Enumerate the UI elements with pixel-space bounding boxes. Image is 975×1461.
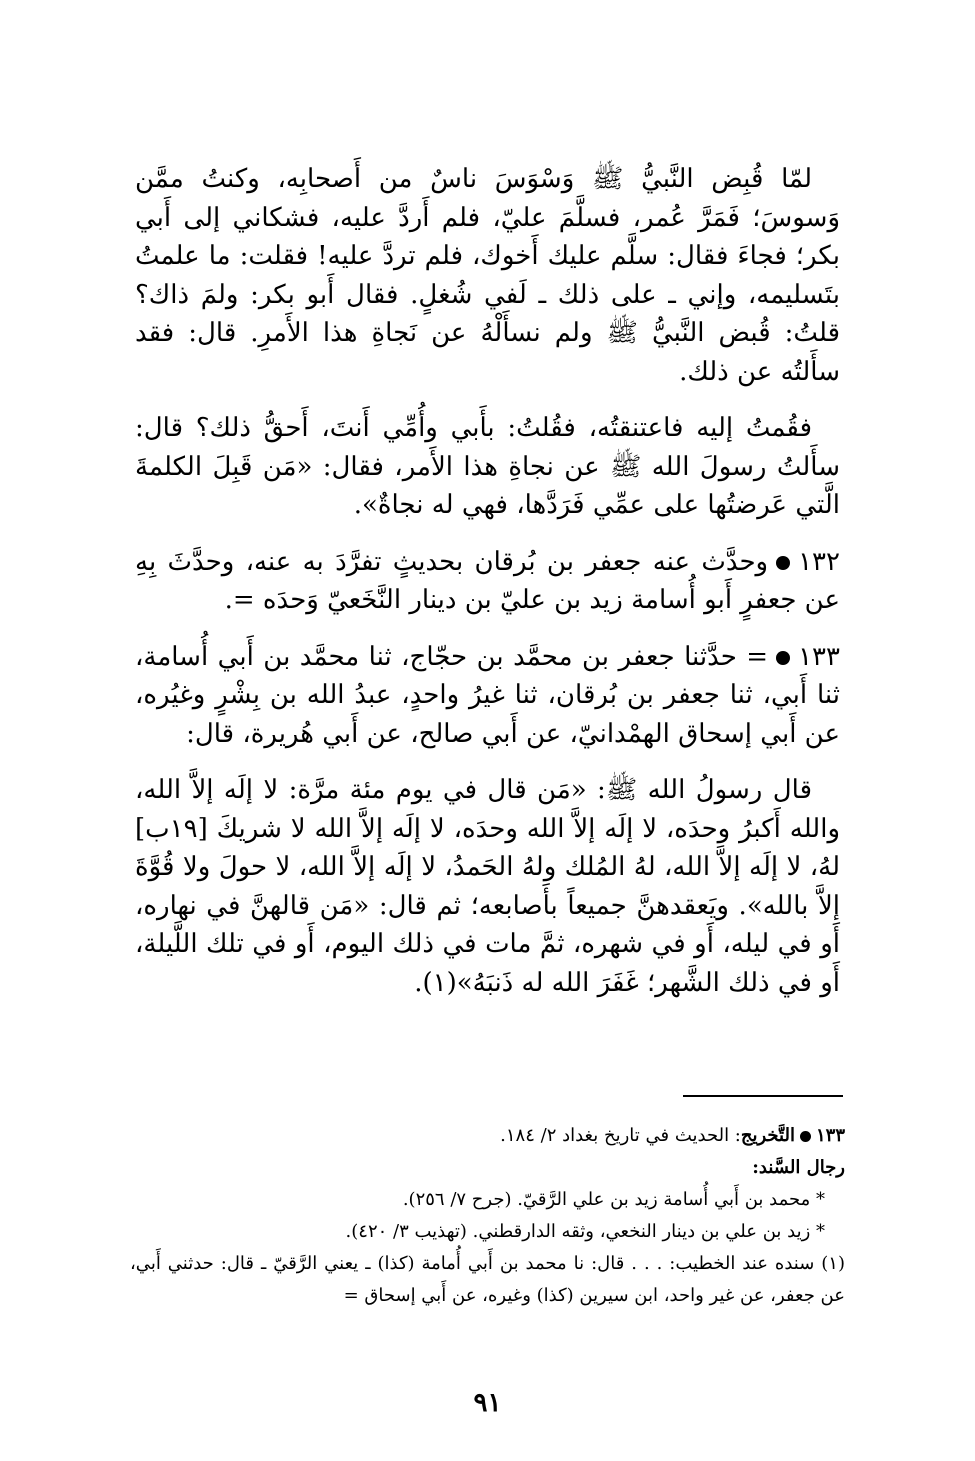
hadith-number: ١٣٢ [798,546,840,577]
page-number: ٩١ [473,1388,502,1418]
footnote-text: سنده عند الخطيب: . . . قال: نا محمد بن أَبي أُمامة (كذا) ـ يعني الرَّقيّ ـ قال: حدثني أَبي، عن جعفر، عن غير واحد، ابن سيرين (كذا) وغيره، عن أَبي إسحاق = [130,1253,845,1306]
rijal-item: * زيد بن علي بن دينار النخعي، وثقه الدارقطني. (تهذيب ٣/ ٤٢٠). [345,1221,825,1242]
bullet-icon [776,556,790,570]
footnote-marker: (١) [821,1253,845,1274]
hadith-text: = حدَّثنا جعفر بن محمَّد بن حجّاج، ثنا محمَّد بن أَبي أُسامة، ثنا أَبي، ثنا جعفر بن بُرقان، ثنا غيرُ واحدٍ، عبدُ الله بن بِشْرٍ وغيُره، عن أَبي إسحاق الهمْدانيّ، عن أَبي صالح، عن أَبي هُريرة، قال: [135,641,840,749]
footnote-separator [683,1095,843,1097]
hadith-133 [135,638,840,754]
rijal-item: * محمد بن أَبي أُسامة زيد بن علي الرَّقيّ. (جرح ٧/ ٢٥٦). [402,1189,825,1210]
main-text [135,160,840,1020]
paragraph-1: لمّا قُبِض النَّبيُّ ﷺ وَسْوَسَ ناسٌ من أَصحابِه، وكنتُ ممَّن وَسوسَ؛ فَمَرَّ عُمر، فسلَّمَ عليّ، فلم أَردَّ عليه، فشكاني إلى أَبي بكر؛ فجاءَ فقال: سلَّم عليك أَخوك، فلم تردَّ عليه! فقلت: ما علمتُ بتَسليمه، وإني ـ على ذلك ـ لَفي شُغلٍ. فقال أَبو بكر: ولمَ ذاك؟ قلتُ: قُبض النَّبيُّ ﷺ ولم نسأَلْهُ عن نَجاةِ هذا الأَمرِ. قال: فقد سأَلتُه عن ذلك. [135,164,840,387]
footnotes [130,1120,845,1312]
rijal-label: رجال السَّند: [752,1157,845,1178]
hadith-132 [135,543,840,620]
takhrij-line: ١٣٣التَّخريج: الحديث في تاريخ بغداد ٢/ ١٨٤. [500,1125,845,1146]
paragraph-5: قال رسولُ الله ﷺ: «مَن قال في يوم مئة مرَّة: لا إلَه إلاَّ الله، والله أَكبرُ وحدَه، لا إلَه إلاَّ الله وحدَه، لا إلَه إلاَّ الله لا شريكَ [١٩ب] لهُ، لا إلَه إلاَّ الله، لهُ المُلك ولهُ الحَمدُ، لا إلَه إلاَّ الله، لا حولَ ولا قُوَّةَ إلاَّ بالله». ويَعقدهنَّ جميعاً بأَصابعه؛ ثم قال: «مَن قالهنَّ في نهاره، أَو في ليله، أَو في شهره، ثمَّ مات في ذلك اليوم، أَو في تلك اللَّيلة، أَو في ذلك الشَّهر؛ غَفَرَ الله له ذَنبَهُ»(١). [135,775,840,998]
bullet-icon [800,1131,811,1142]
paragraph-2: فقُمتُ إليه فاعتنقتُه، فقُلتُ: بأَبي وأُمِّي أَنتَ، أَحقُّ ذلك؟ قال: سأَلتُ رسولَ الله ﷺ عن نجاةِ هذا الأَمر، فقال: «مَن قَبِلَ الكلمةَ الَّتي عَرضتُها على عمِّي فَرَدَّها، فهي له نجاةٌ». [135,413,840,520]
hadith-number: ١٣٣ [798,641,840,672]
footnote-1 [130,1248,845,1312]
bullet-icon [776,651,790,665]
hadith-text: وحدَّث عنه جعفر بن بُرقان بحديثٍ تفرَّدَ به عنه، وحدَّثَ بِهِ عن جعفرٍ أَبو أُسامة زيد بن عليّ بن دينار النَّخَعيّ وَحدَه =. [135,546,840,615]
